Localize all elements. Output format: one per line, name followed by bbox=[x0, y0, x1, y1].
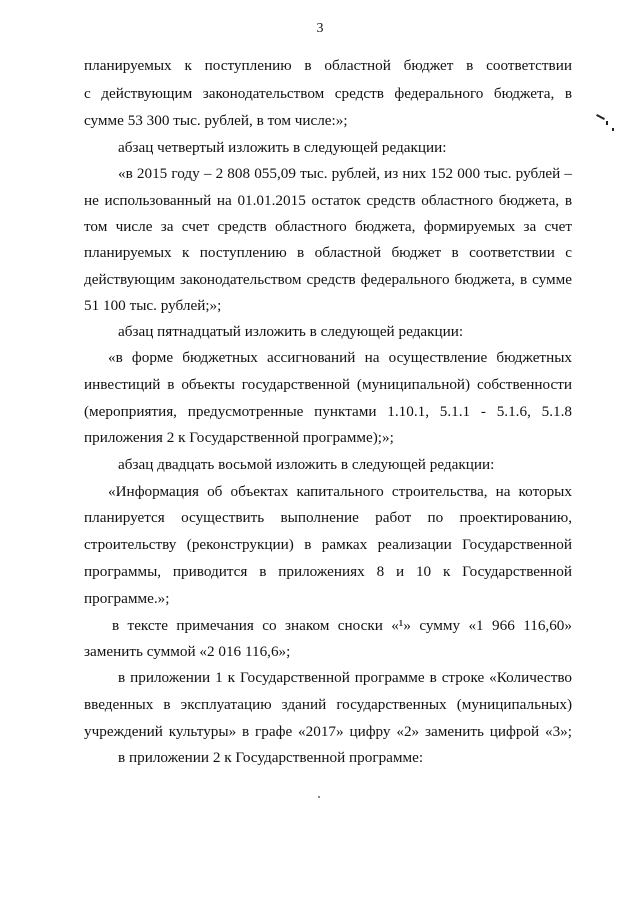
text-line: сумме 53 300 тыс. рублей, в том числе:»; bbox=[84, 112, 348, 129]
text-line: абзац четвертый изложить в следующей редакции: bbox=[118, 139, 447, 156]
text-line: программе.»; bbox=[84, 590, 170, 607]
text-line: инвестиций в объекты государственной (муниципальной) собственности bbox=[84, 376, 572, 393]
text-line: учреждений культуры» в графе «2017» цифру «2» заменить цифрой «3»; bbox=[84, 723, 572, 740]
text-line: абзац пятнадцатый изложить в следующей редакции: bbox=[118, 323, 464, 340]
text-line: строительству (реконструкции) в рамках реализации Государственной bbox=[84, 536, 572, 553]
text-line: введенных в эксплуатацию зданий государственных (муниципальных) bbox=[84, 696, 572, 713]
text-line: (мероприятия, предусмотренные пунктами 1.10.1, 5.1.1 - 5.1.6, 5.1.8 bbox=[84, 403, 572, 420]
scan-mark bbox=[606, 121, 608, 125]
text-line: планируется осуществить выполнение работ по проектированию, bbox=[84, 509, 572, 526]
text-line: планируемых к поступлению в областной бюджет в соответствии bbox=[84, 57, 572, 74]
text-line: не использованный на 01.01.2015 остаток средств областного бюджета, в bbox=[84, 192, 572, 209]
text-line: в приложении 1 к Государственной программе в строке «Количество bbox=[118, 669, 572, 686]
text-line: в тексте примечания со знаком сноски «¹» сумму «1 966 116,60» bbox=[112, 617, 572, 634]
text-line: программы, приводится в приложениях 8 и 10 к Государственной bbox=[84, 563, 572, 580]
text-line: планируемых к поступлению в областной бюджет в соответствии с bbox=[84, 244, 572, 261]
text-line: абзац двадцать восьмой изложить в следующей редакции: bbox=[118, 456, 495, 473]
page-number: 3 bbox=[316, 21, 324, 36]
scan-mark bbox=[318, 796, 320, 798]
text-line: «в форме бюджетных ассигнований на осуществление бюджетных bbox=[108, 349, 572, 366]
text-line: «в 2015 году – 2 808 055,09 тыс. рублей, из них 152 000 тыс. рублей – bbox=[118, 165, 572, 182]
text-line: приложения 2 к Государственной программе);»; bbox=[84, 429, 394, 446]
text-line: с действующим законодательством средств федерального бюджета, в bbox=[84, 85, 572, 102]
scan-mark bbox=[596, 114, 605, 120]
text-line: заменить суммой «2 016 116,6»; bbox=[84, 643, 291, 660]
text-line: действующим законодательством средств федерального бюджета, в сумме bbox=[84, 271, 572, 288]
text-line: в приложении 2 к Государственной программе: bbox=[118, 749, 424, 766]
text-line: том числе за счет средств областного бюджета, формируемых за счет bbox=[84, 218, 572, 235]
scan-mark bbox=[612, 128, 614, 131]
text-line: «Информация об объектах капитального строительства, на которых bbox=[108, 483, 572, 500]
text-line: 51 100 тыс. рублей;»; bbox=[84, 297, 222, 314]
